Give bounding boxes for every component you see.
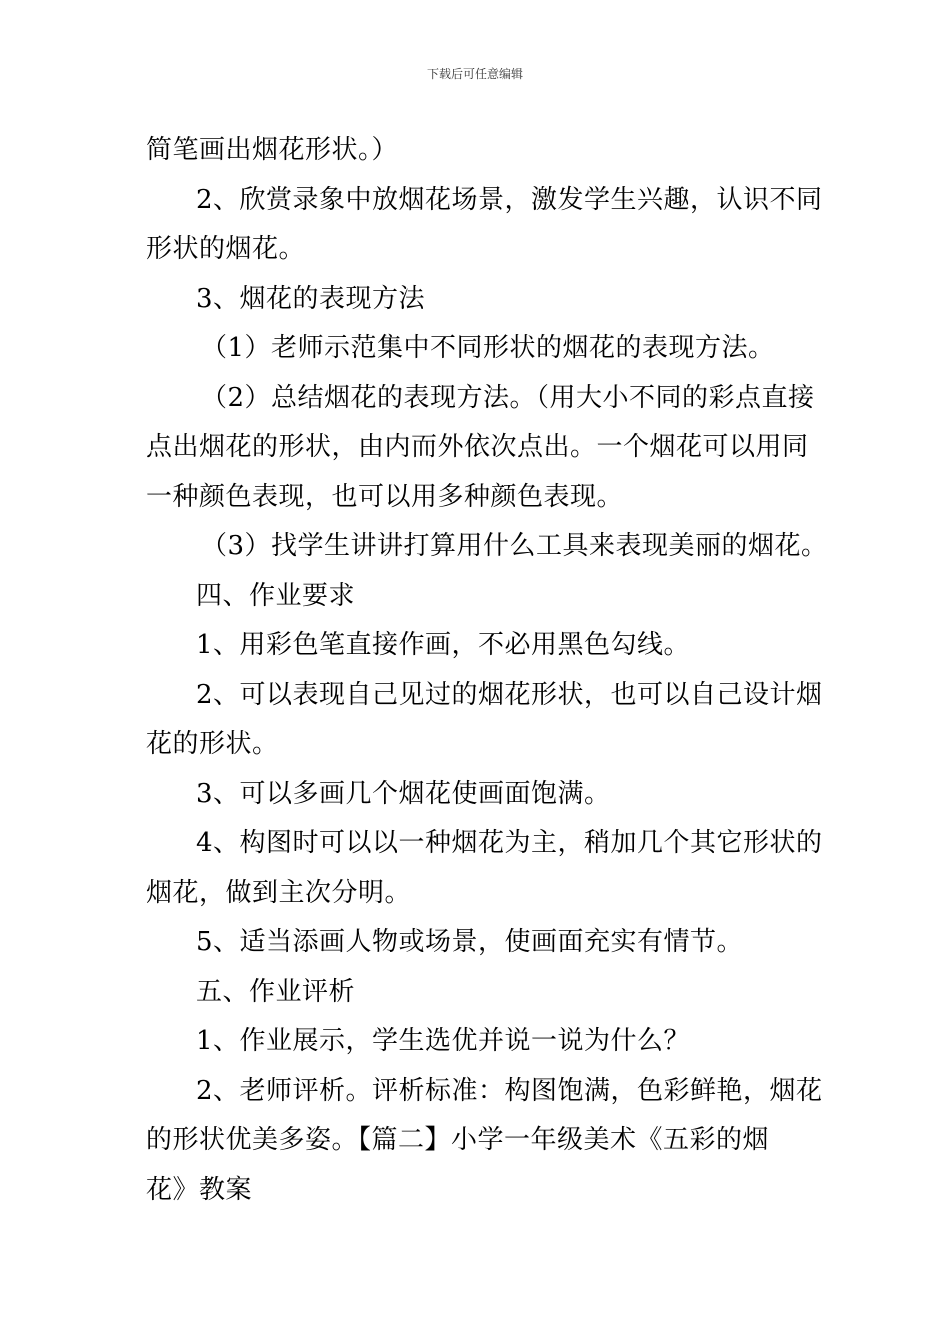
text-line: 2、可以表现自己见过的烟花形状，也可以自己设计烟: [196, 679, 823, 710]
text-line: 五、作业评析: [196, 976, 356, 1007]
page-header: 下载后可任意编辑: [426, 67, 523, 81]
text-line: 3、可以多画几个烟花使画面饱满。: [196, 778, 611, 809]
text-line: 的形状优美多姿。【篇二】小学一年级美术《五彩的烟: [146, 1125, 770, 1155]
text-line: 2、欣赏录象中放烟花场景，激发学生兴趣，认识不同: [196, 184, 823, 215]
text-line: 3、烟花的表现方法: [196, 283, 426, 314]
text-line: 一种颜色表现，也可以用多种颜色表现。: [146, 481, 624, 512]
text-line: 简笔画出烟花形状。）: [146, 135, 399, 165]
document-body: [146, 126, 828, 1215]
text-line: 花》教案: [146, 1174, 253, 1205]
text-line: 2、老师评析。评析标准：构图饱满，色彩鲜艳，烟花: [196, 1075, 823, 1106]
text-line: 点出烟花的形状，由内而外依次点出。一个烟花可以用同: [146, 432, 809, 462]
text-line: 花的形状。: [146, 729, 279, 759]
text-line: （2）总结烟花的表现方法。（用大小不同的彩点直接: [201, 382, 815, 413]
text-line: （1）老师示范集中不同形状的烟花的表现方法。: [201, 333, 775, 363]
text-line: 形状的烟花。: [146, 234, 306, 264]
text-line: 4、构图时可以以一种烟花为主，稍加几个其它形状的: [196, 828, 823, 858]
text-line: 烟花，做到主次分明。: [146, 877, 412, 908]
text-line: 1、作业展示，学生选优并说一说为什么？: [196, 1026, 691, 1056]
text-line: 5、适当添画人物或场景，使画面充实有情节。: [196, 927, 744, 957]
text-line: 1、用彩色笔直接作画，不必用黑色勾线。: [196, 630, 691, 660]
text-line: （3）找学生讲讲打算用什么工具来表现美丽的烟花。: [201, 531, 828, 561]
text-line: 四、作业要求: [196, 580, 356, 611]
